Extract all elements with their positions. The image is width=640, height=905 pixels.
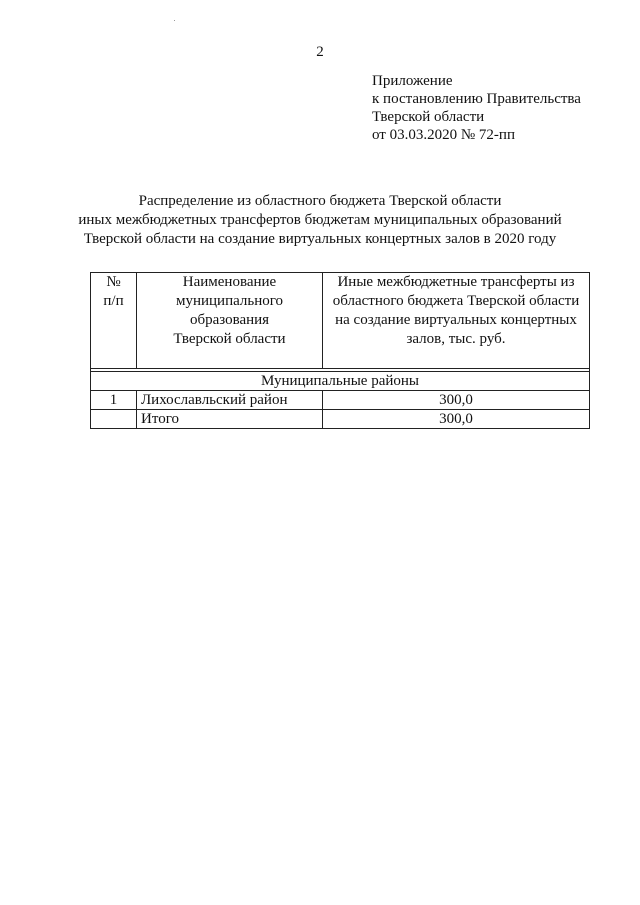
header-num: № п/п (91, 273, 137, 369)
row-name: Лихославльский район (137, 391, 323, 410)
appendix-block (372, 72, 581, 144)
section-title: Муниципальные районы (91, 372, 590, 391)
table-row (91, 391, 590, 410)
total-label: Итого (137, 410, 323, 429)
title-line: иных межбюджетных трансфертов бюджетам муниципальных образований (78, 212, 562, 228)
title-line: Распределение из областного бюджета Тверской области (138, 193, 502, 209)
appendix-line: Приложение (372, 73, 453, 89)
appendix-line: к постановлению Правительства (372, 91, 581, 107)
total-value: 300,0 (323, 410, 590, 429)
header-name: Наименование муниципального образования Тверской области (137, 273, 323, 369)
appendix-line: Тверской области (372, 109, 485, 125)
distribution-table (90, 272, 590, 429)
row-value: 300,0 (323, 391, 590, 410)
total-row (91, 410, 590, 429)
document-title (0, 192, 640, 249)
title-line: Тверской области на создание виртуальных концертных залов в 2020 году (83, 231, 557, 247)
table-header-row (91, 273, 590, 369)
section-row (91, 372, 590, 391)
appendix-line: от 03.03.2020 № 72-пп (372, 127, 515, 143)
header-value: Иные межбюджетные трансферты из областного бюджета Тверской области на создание виртуальных концертных залов, тыс. руб. (323, 273, 590, 369)
row-num: 1 (91, 391, 137, 410)
scan-artifact (174, 20, 175, 21)
page-number: 2 (316, 44, 324, 60)
total-num (91, 410, 137, 429)
